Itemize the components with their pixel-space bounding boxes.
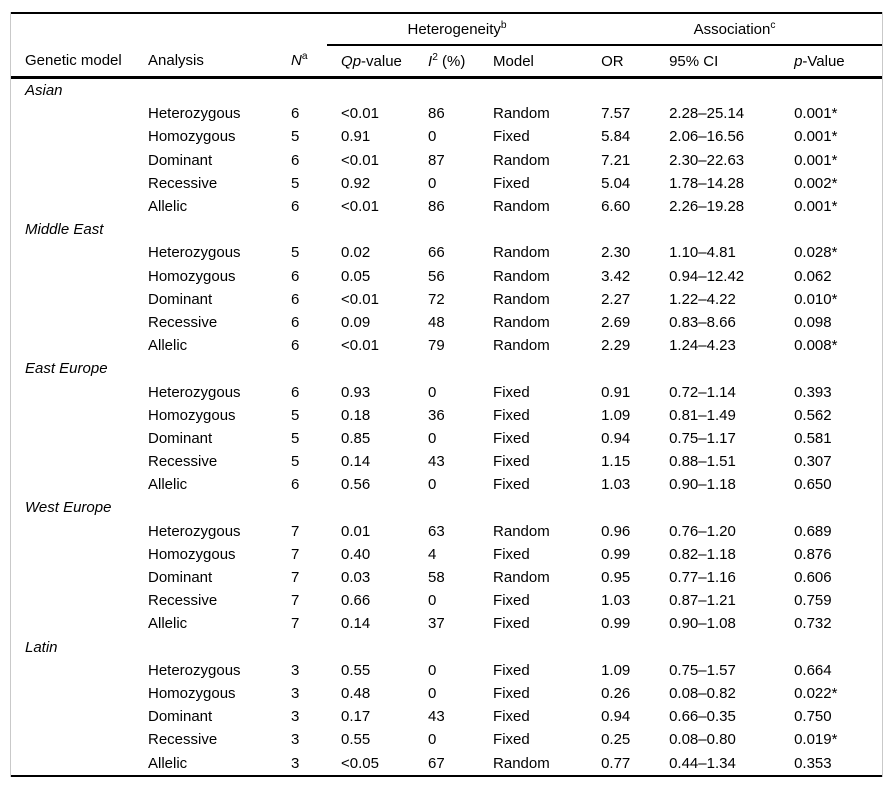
cell-analysis: Heterozygous xyxy=(148,244,241,262)
cell-qp: 0.18 xyxy=(341,406,371,424)
section-row xyxy=(11,218,882,241)
cell-n: 7 xyxy=(291,569,300,587)
cell-model: Random xyxy=(493,151,550,169)
cell-or: 2.30 xyxy=(601,244,631,262)
cell-or: 7.21 xyxy=(601,151,631,169)
cell-genetic xyxy=(11,265,134,288)
cell-n: 6 xyxy=(291,383,300,401)
cell-n: 3 xyxy=(291,661,300,679)
cell-genetic xyxy=(11,172,134,195)
association-label: Association xyxy=(693,20,771,38)
cell-genetic xyxy=(11,241,134,264)
cell-model: Fixed xyxy=(493,708,530,726)
cell-n: 3 xyxy=(291,684,300,702)
cell-model: Fixed xyxy=(493,684,530,702)
cell-i2: 58 xyxy=(428,569,445,587)
cell-ci: 0.66–0.35 xyxy=(669,708,736,726)
cell-model: Fixed xyxy=(493,661,530,679)
cell-model: Fixed xyxy=(493,615,530,633)
cell-or: 1.03 xyxy=(601,592,631,610)
cell-ci: 0.82–1.18 xyxy=(669,545,736,563)
cell-analysis: Allelic xyxy=(148,754,188,772)
table-row xyxy=(11,404,882,427)
cell-analysis: Recessive xyxy=(148,313,218,331)
cell-model: Fixed xyxy=(493,476,530,494)
cell-model: Fixed xyxy=(493,429,530,447)
cell-p: 0.022* xyxy=(794,684,838,702)
cell-p: 0.732 xyxy=(794,615,832,633)
cell-genetic xyxy=(11,288,134,311)
cell-p: 0.010* xyxy=(794,290,838,308)
cell-model: Random xyxy=(493,267,550,285)
cell-p: 0.098 xyxy=(794,313,832,331)
cell-n: 5 xyxy=(291,128,300,146)
cell-qp: 0.14 xyxy=(341,615,371,633)
cell-model: Random xyxy=(493,569,550,587)
cell-n: 3 xyxy=(291,754,300,772)
table-row xyxy=(11,149,882,172)
cell-p: 0.606 xyxy=(794,569,832,587)
table-row xyxy=(11,427,882,450)
cell-p: 0.562 xyxy=(794,406,832,424)
cell-ci: 2.06–16.56 xyxy=(669,128,745,146)
cell-genetic xyxy=(11,682,134,705)
col-header-n xyxy=(277,45,327,78)
cell-i2: 43 xyxy=(428,708,445,726)
cell-ci: 0.90–1.18 xyxy=(669,476,736,494)
col-header-qp-value xyxy=(327,45,414,78)
cell-model: Fixed xyxy=(493,545,530,563)
cell-model: Random xyxy=(493,754,550,772)
col-header-model: Model xyxy=(479,45,587,78)
table-row xyxy=(11,102,882,125)
cell-analysis: Recessive xyxy=(148,453,218,471)
table-row xyxy=(11,195,882,218)
cell-model: Fixed xyxy=(493,383,530,401)
cell-n: 5 xyxy=(291,244,300,262)
cell-i2: 0 xyxy=(428,128,437,146)
cell-i2: 56 xyxy=(428,267,445,285)
cell-qp: 0.55 xyxy=(341,731,371,749)
col-header-or: OR xyxy=(587,45,655,78)
cell-genetic xyxy=(11,589,134,612)
cell-n: 5 xyxy=(291,174,300,192)
cell-analysis: Homozygous xyxy=(148,406,236,424)
cell-model: Fixed xyxy=(493,128,530,146)
cell-n: 5 xyxy=(291,453,300,471)
cell-qp: 0.48 xyxy=(341,684,371,702)
cell-i2: 86 xyxy=(428,198,445,216)
group-header-spacer xyxy=(11,13,327,45)
cell-p: 0.028* xyxy=(794,244,838,262)
cell-ci: 0.08–0.80 xyxy=(669,731,736,749)
cell-ci: 0.94–12.42 xyxy=(669,267,745,285)
cell-model: Random xyxy=(493,244,550,262)
group-header-heterogeneity xyxy=(327,13,587,45)
cell-or: 1.09 xyxy=(601,406,631,424)
col-header-analysis: Analysis xyxy=(134,45,277,78)
cell-or: 5.84 xyxy=(601,128,631,146)
cell-model: Fixed xyxy=(493,174,530,192)
table-row xyxy=(11,473,882,496)
cell-qp: <0.05 xyxy=(341,754,379,772)
cell-analysis: Dominant xyxy=(148,708,213,726)
qp-suffix: -value xyxy=(361,52,402,70)
cell-i2: 0 xyxy=(428,174,437,192)
cell-p: 0.001* xyxy=(794,198,838,216)
i-squared-exponent: 2 xyxy=(432,51,438,63)
table-row xyxy=(11,288,882,311)
cell-qp: 0.40 xyxy=(341,545,371,563)
cell-analysis: Homozygous xyxy=(148,267,236,285)
cell-analysis: Recessive xyxy=(148,731,218,749)
n-footnote-mark: a xyxy=(301,51,308,62)
cell-ci: 0.87–1.21 xyxy=(669,592,736,610)
section-label: Middle East xyxy=(25,221,104,239)
cell-i2: 0 xyxy=(428,661,437,679)
cell-ci: 1.24–4.23 xyxy=(669,337,736,355)
cell-p: 0.393 xyxy=(794,383,832,401)
cell-genetic xyxy=(11,102,134,125)
cell-i2: 66 xyxy=(428,244,445,262)
cell-genetic xyxy=(11,195,134,218)
cell-n: 6 xyxy=(291,313,300,331)
p-suffix: -Value xyxy=(802,52,845,70)
cell-p: 0.307 xyxy=(794,453,832,471)
cell-or: 0.91 xyxy=(601,383,631,401)
cell-p: 0.001* xyxy=(794,128,838,146)
cell-p: 0.062 xyxy=(794,267,832,285)
cell-p: 0.650 xyxy=(794,476,832,494)
col-header-ci: 95% CI xyxy=(655,45,780,78)
cell-i2: 63 xyxy=(428,522,445,540)
col-header-genetic-model: Genetic model xyxy=(11,45,134,78)
cell-i2: 0 xyxy=(428,731,437,749)
cell-p: 0.759 xyxy=(794,592,832,610)
cell-p: 0.002* xyxy=(794,174,838,192)
cell-p: 0.581 xyxy=(794,429,832,447)
cell-analysis: Allelic xyxy=(148,198,188,216)
cell-ci: 0.75–1.17 xyxy=(669,429,736,447)
cell-qp: <0.01 xyxy=(341,290,379,308)
section-row xyxy=(11,496,882,519)
group-header-association xyxy=(587,13,882,45)
cell-ci: 1.78–14.28 xyxy=(669,174,745,192)
cell-model: Random xyxy=(493,105,550,123)
qp-symbol: Qp xyxy=(341,52,362,70)
cell-genetic xyxy=(11,473,134,496)
cell-qp: 0.85 xyxy=(341,429,371,447)
cell-model: Fixed xyxy=(493,406,530,424)
cell-i2: 48 xyxy=(428,313,445,331)
group-header-row xyxy=(11,13,882,45)
cell-or: 0.94 xyxy=(601,429,631,447)
cell-i2: 4 xyxy=(428,545,437,563)
cell-ci: 2.26–19.28 xyxy=(669,198,745,216)
cell-ci: 2.28–25.14 xyxy=(669,105,745,123)
cell-analysis: Heterozygous xyxy=(148,105,241,123)
table-row xyxy=(11,751,882,775)
cell-analysis: Dominant xyxy=(148,290,213,308)
cell-or: 0.99 xyxy=(601,545,631,563)
cell-genetic xyxy=(11,751,134,775)
table-row xyxy=(11,566,882,589)
cell-qp: 0.93 xyxy=(341,383,371,401)
cell-genetic xyxy=(11,380,134,403)
cell-qp: 0.91 xyxy=(341,128,371,146)
cell-model: Random xyxy=(493,522,550,540)
cell-or: 0.25 xyxy=(601,731,631,749)
cell-qp: <0.01 xyxy=(341,337,379,355)
cell-qp: <0.01 xyxy=(341,151,379,169)
col-header-i-squared xyxy=(414,45,479,78)
section-label: Asian xyxy=(25,82,63,100)
cell-p: 0.876 xyxy=(794,545,832,563)
table-row xyxy=(11,612,882,635)
section-row xyxy=(11,357,882,380)
cell-qp: 0.09 xyxy=(341,313,371,331)
cell-i2: 37 xyxy=(428,615,445,633)
cell-or: 0.94 xyxy=(601,708,631,726)
cell-n: 7 xyxy=(291,522,300,540)
table-row xyxy=(11,450,882,473)
cell-n: 3 xyxy=(291,731,300,749)
cell-n: 6 xyxy=(291,290,300,308)
cell-analysis: Allelic xyxy=(148,615,188,633)
cell-qp: 0.01 xyxy=(341,522,371,540)
cell-p: 0.689 xyxy=(794,522,832,540)
cell-analysis: Dominant xyxy=(148,429,213,447)
cell-analysis: Heterozygous xyxy=(148,661,241,679)
cell-n: 7 xyxy=(291,592,300,610)
cell-or: 1.15 xyxy=(601,453,631,471)
cell-analysis: Dominant xyxy=(148,151,213,169)
cell-ci: 0.77–1.16 xyxy=(669,569,736,587)
cell-genetic xyxy=(11,705,134,728)
cell-or: 0.26 xyxy=(601,684,631,702)
cell-or: 7.57 xyxy=(601,105,631,123)
i-squared-unit: (%) xyxy=(437,52,466,70)
cell-p: 0.353 xyxy=(794,754,832,772)
cell-n: 6 xyxy=(291,337,300,355)
n-symbol: N xyxy=(291,52,302,69)
cell-genetic xyxy=(11,404,134,427)
cell-qp: <0.01 xyxy=(341,105,379,123)
association-footnote-mark: c xyxy=(770,19,776,31)
cell-ci: 1.10–4.81 xyxy=(669,244,736,262)
cell-qp: 0.02 xyxy=(341,244,371,262)
cell-or: 6.60 xyxy=(601,198,631,216)
cell-qp: 0.66 xyxy=(341,592,371,610)
section-row xyxy=(11,636,882,659)
table-row xyxy=(11,125,882,148)
cell-analysis: Allelic xyxy=(148,476,188,494)
table-row xyxy=(11,265,882,288)
table-row xyxy=(11,520,882,543)
cell-n: 6 xyxy=(291,476,300,494)
cell-i2: 0 xyxy=(428,429,437,447)
table-row xyxy=(11,241,882,264)
cell-ci: 0.90–1.08 xyxy=(669,615,736,633)
cell-analysis: Recessive xyxy=(148,174,218,192)
cell-i2: 86 xyxy=(428,105,445,123)
heterogeneity-footnote-mark: b xyxy=(500,19,507,31)
cell-qp: 0.56 xyxy=(341,476,371,494)
cell-analysis: Dominant xyxy=(148,569,213,587)
cell-n: 6 xyxy=(291,105,300,123)
cell-ci: 1.22–4.22 xyxy=(669,290,736,308)
cell-i2: 67 xyxy=(428,754,445,772)
cell-genetic xyxy=(11,566,134,589)
cell-model: Random xyxy=(493,290,550,308)
cell-or: 2.69 xyxy=(601,313,631,331)
cell-model: Random xyxy=(493,313,550,331)
table-row xyxy=(11,682,882,705)
cell-n: 6 xyxy=(291,198,300,216)
cell-n: 7 xyxy=(291,615,300,633)
cell-or: 0.99 xyxy=(601,615,631,633)
results-table-figure xyxy=(10,12,883,777)
table-row xyxy=(11,659,882,682)
section-row xyxy=(11,78,882,103)
cell-genetic xyxy=(11,612,134,635)
cell-i2: 87 xyxy=(428,151,445,169)
table-row xyxy=(11,543,882,566)
table-row xyxy=(11,311,882,334)
i-symbol: I xyxy=(428,52,433,70)
cell-i2: 36 xyxy=(428,406,445,424)
cell-n: 5 xyxy=(291,429,300,447)
cell-i2: 0 xyxy=(428,592,437,610)
section-label: East Europe xyxy=(25,360,108,378)
table-row xyxy=(11,728,882,751)
cell-analysis: Homozygous xyxy=(148,684,236,702)
table-row xyxy=(11,380,882,403)
cell-n: 5 xyxy=(291,406,300,424)
cell-n: 7 xyxy=(291,545,300,563)
heterogeneity-label: Heterogeneity xyxy=(407,20,501,38)
cell-genetic xyxy=(11,543,134,566)
column-header-row xyxy=(11,45,882,78)
cell-genetic xyxy=(11,149,134,172)
cell-qp: 0.17 xyxy=(341,708,371,726)
cell-p: 0.001* xyxy=(794,151,838,169)
cell-genetic xyxy=(11,728,134,751)
cell-genetic xyxy=(11,334,134,357)
cell-p: 0.001* xyxy=(794,105,838,123)
cell-ci: 0.72–1.14 xyxy=(669,383,736,401)
cell-qp: 0.05 xyxy=(341,267,371,285)
p-symbol: p xyxy=(794,52,803,70)
section-label: Latin xyxy=(25,638,58,656)
cell-or: 0.96 xyxy=(601,522,631,540)
cell-analysis: Homozygous xyxy=(148,545,236,563)
cell-or: 3.42 xyxy=(601,267,631,285)
meta-analysis-table xyxy=(11,12,882,777)
cell-analysis: Homozygous xyxy=(148,128,236,146)
table-row xyxy=(11,172,882,195)
cell-p: 0.008* xyxy=(794,337,838,355)
cell-i2: 72 xyxy=(428,290,445,308)
cell-qp: <0.01 xyxy=(341,198,379,216)
cell-model: Random xyxy=(493,198,550,216)
cell-model: Fixed xyxy=(493,453,530,471)
cell-genetic xyxy=(11,520,134,543)
cell-qp: 0.14 xyxy=(341,453,371,471)
cell-ci: 2.30–22.63 xyxy=(669,151,745,169)
cell-or: 2.27 xyxy=(601,290,631,308)
cell-p: 0.019* xyxy=(794,731,838,749)
cell-i2: 0 xyxy=(428,476,437,494)
cell-i2: 43 xyxy=(428,453,445,471)
cell-ci: 0.44–1.34 xyxy=(669,754,736,772)
cell-or: 0.77 xyxy=(601,754,631,772)
cell-genetic xyxy=(11,427,134,450)
cell-analysis: Heterozygous xyxy=(148,383,241,401)
col-header-p-value xyxy=(780,45,882,78)
cell-or: 0.95 xyxy=(601,569,631,587)
cell-or: 2.29 xyxy=(601,337,631,355)
cell-analysis: Recessive xyxy=(148,592,218,610)
cell-i2: 0 xyxy=(428,684,437,702)
cell-n: 6 xyxy=(291,267,300,285)
cell-ci: 0.88–1.51 xyxy=(669,453,736,471)
cell-qp: 0.92 xyxy=(341,174,371,192)
cell-p: 0.750 xyxy=(794,708,832,726)
cell-n: 3 xyxy=(291,708,300,726)
cell-ci: 0.08–0.82 xyxy=(669,684,736,702)
cell-ci: 0.81–1.49 xyxy=(669,406,736,424)
cell-genetic xyxy=(11,450,134,473)
cell-p: 0.664 xyxy=(794,661,832,679)
table-body xyxy=(11,78,882,776)
cell-i2: 0 xyxy=(428,383,437,401)
cell-or: 5.04 xyxy=(601,174,631,192)
cell-qp: 0.03 xyxy=(341,569,371,587)
cell-n: 6 xyxy=(291,151,300,169)
cell-genetic xyxy=(11,311,134,334)
cell-analysis: Allelic xyxy=(148,337,188,355)
cell-model: Random xyxy=(493,337,550,355)
cell-or: 1.09 xyxy=(601,661,631,679)
cell-genetic xyxy=(11,659,134,682)
cell-ci: 0.76–1.20 xyxy=(669,522,736,540)
cell-analysis: Heterozygous xyxy=(148,522,241,540)
cell-ci: 0.83–8.66 xyxy=(669,313,736,331)
cell-ci: 0.75–1.57 xyxy=(669,661,736,679)
cell-genetic xyxy=(11,125,134,148)
cell-i2: 79 xyxy=(428,337,445,355)
cell-or: 1.03 xyxy=(601,476,631,494)
cell-qp: 0.55 xyxy=(341,661,371,679)
table-row xyxy=(11,705,882,728)
cell-model: Fixed xyxy=(493,731,530,749)
table-row xyxy=(11,334,882,357)
section-label: West Europe xyxy=(25,499,112,517)
cell-model: Fixed xyxy=(493,592,530,610)
table-row xyxy=(11,589,882,612)
